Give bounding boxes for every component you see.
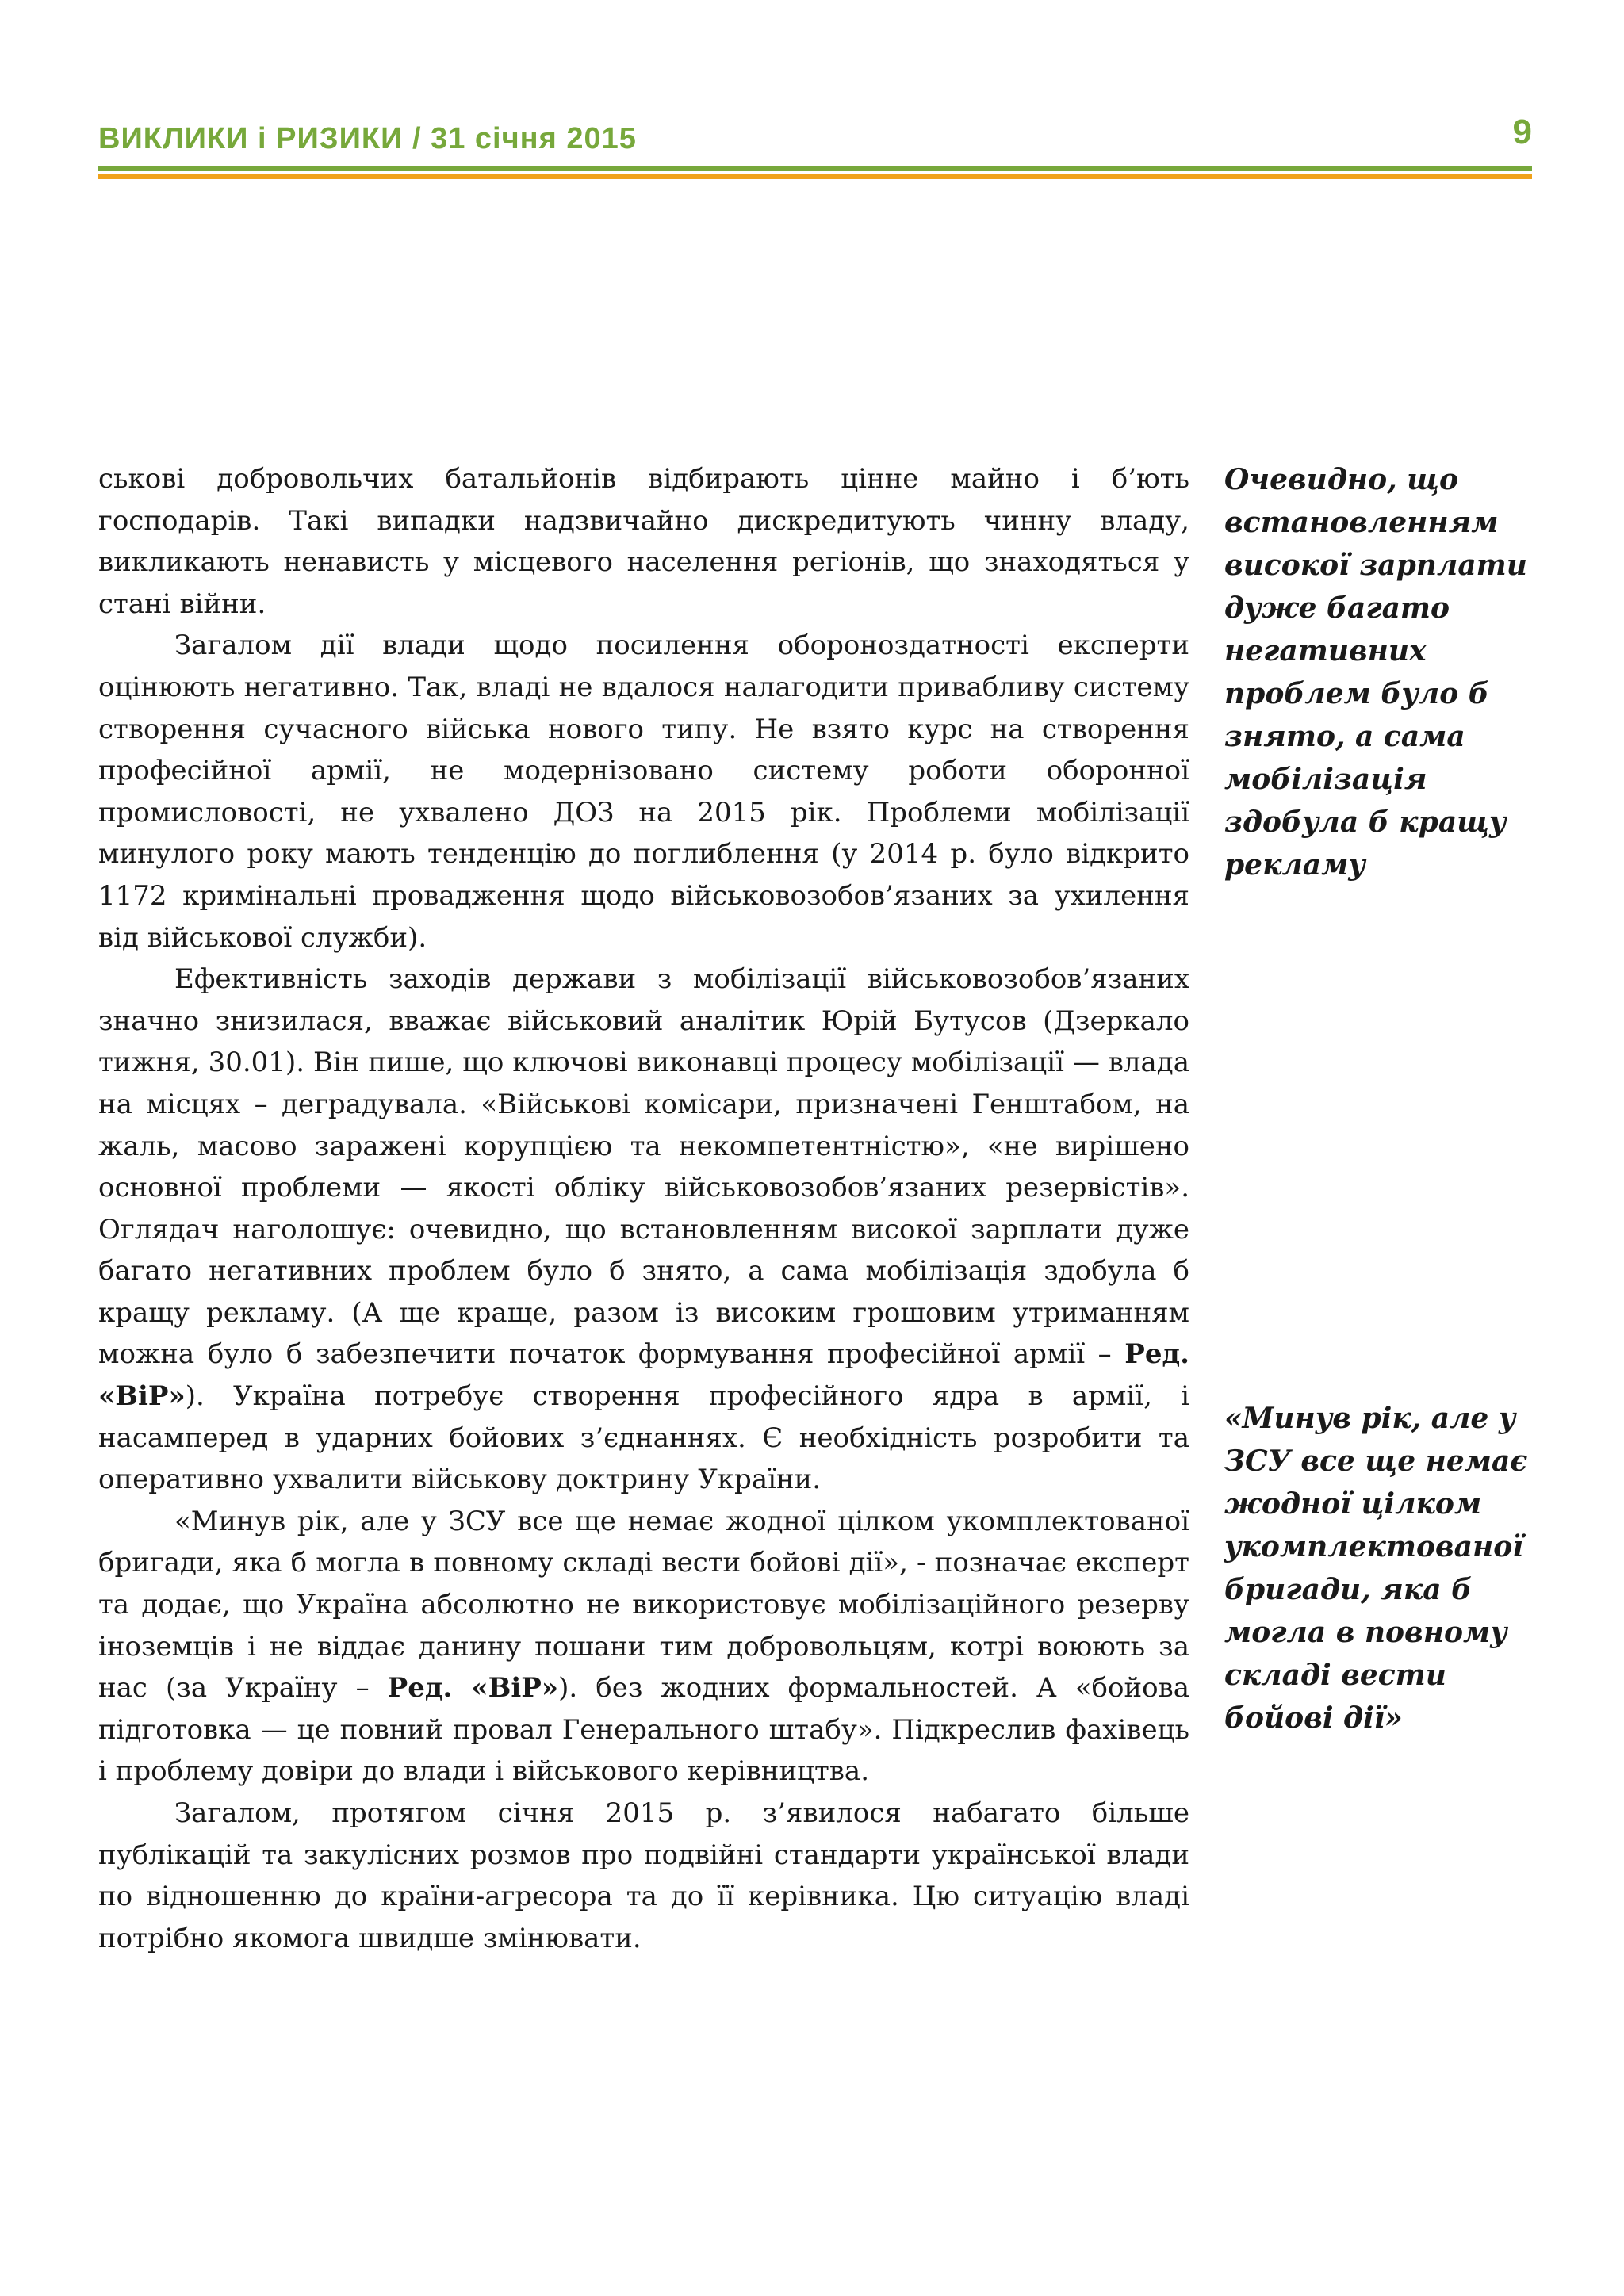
pull-quote-2: «Минув рік, але у ЗСУ все ще немає жодної цілком укомплектованої бригади, яка б могла в повному складі вести бойові дії» [1224, 1402, 1528, 1735]
page-header [98, 113, 1532, 166]
paragraph-text: Загалом дії влади щодо посилення обороноздатності експерти оцінюють негативно. Так, владі не вдалося налагодити привабливу систему створення сучасного війська нового типу. Не взято курс на створення професійної армії, не модернізовано систему роботи оборонної промисловості, не ухвалено ДОЗ на 2015 рік. Проблеми мобілізації минулого року мають тенденцію до поглиблення (у 2014 р. було відкрито 1172 кримінальні провадження щодо військовозобов’язаних за ухилення від військової служби). [98, 629, 1189, 954]
paragraph-2 [98, 625, 1189, 959]
paragraph-3 [98, 959, 1189, 1501]
article-body [98, 458, 1189, 1959]
page-number: 9 [1512, 113, 1532, 151]
paragraph-text: ). без жодних формальностей. А «бойова підготовка — це повний провал Генерального штабу». Підкреслив фахівець і проблему довіри до влади і військового керівництва. [98, 1672, 1189, 1788]
paragraph-text: ськові добровольчих батальйонів відбирають цінне майно і б’ють господарів. Такі випадки надзвичайно дискредитують чинну владу, викликають ненависть у місцевого населення регіонів, що знаходяться у стані війни. [98, 463, 1189, 620]
paragraph-4 [98, 1501, 1189, 1793]
paragraph-text: Загалом, протягом січня 2015 р. з’явилося набагато більше публікацій та закулісних розмов про подвійні стандарти української влади по відношенню до країни-агресора та до її керівника. Цю ситуацію владі потрібно якомога швидше змінювати. [98, 1797, 1189, 1954]
header-title: ВИКЛИКИ і РИЗИКИ / 31 січня 2015 [98, 122, 637, 155]
paragraph-1 [98, 458, 1189, 625]
paragraph-text: «Минув рік, але у ЗСУ все ще немає жодної цілком укомплектованої бригади, яка б могла в повному складі вести бойові дії», - позначає експерт та додає, що Україна абсолютно не використовує мобілізаційного резерву іноземців і не віддає данину пошани тим добровольцям, котрі воюють за нас (за Україну – [98, 1505, 1189, 1705]
editor-note: Ред. «ВіР» [98, 1338, 1189, 1413]
header-rule-orange [98, 174, 1532, 179]
header-rule-green [98, 166, 1532, 171]
editor-note: Ред. «ВіР» [387, 1672, 559, 1705]
paragraph-text: Ефективність заходів держави з мобілізації військовозобов’язаних значно знизилася, вважає військовий аналітик Юрій Бутусов (Дзеркало тижня, 30.01). Він пише, що ключові виконавці процесу мобілізації — влада на місцях – деградувала. «Військові комісари, призначені Генштабом, на жаль, масово заражені корупцією та некомпетентністю», «не вирішено основної проблеми — якості обліку військовозобов’язаних резервістів». Оглядач наголошує: очевидно, що встановленням високої зарплати дуже багато негативних проблем було б знято, а сама мобілізація здобула б кращу рекламу. (А ще краще, разом із високим грошовим утриманням можна було б забезпечити початок формування професійної армії – [98, 963, 1189, 1371]
pull-quote-1: Очевидно, що встановленням високої зарплати дуже багато негативних проблем було б знято, а сама мобілізація здобула б кращу рекламу [1224, 463, 1527, 882]
paragraph-5 [98, 1793, 1189, 1959]
paragraph-text: ). Україна потребує створення професійного ядра в армії, і насамперед в ударних бойових з’єднаннях. Є необхідність розробити та оперативно ухвалити військову доктрину України. [98, 1380, 1189, 1496]
